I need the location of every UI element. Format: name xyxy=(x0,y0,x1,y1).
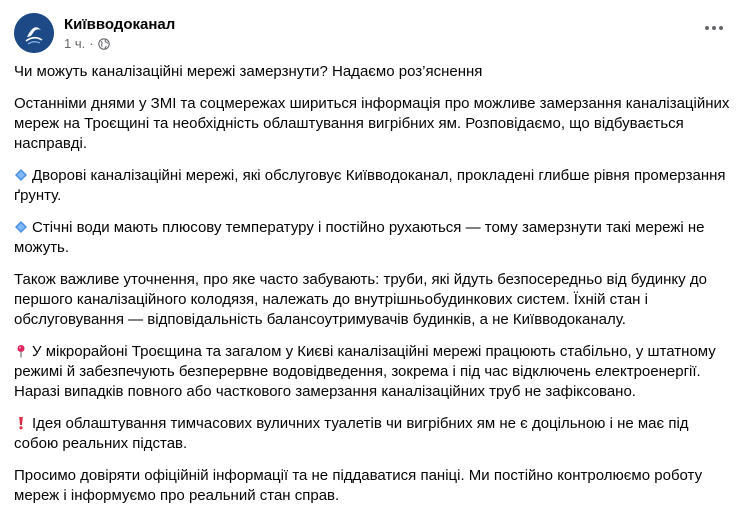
blue-diamond-icon xyxy=(14,168,28,182)
post-meta xyxy=(64,35,175,52)
paragraph-text: Стічні води мають плюсову температуру і постійно рухаються — тому замерзнути такі мережі не можуть. xyxy=(14,219,705,256)
globe-icon[interactable] xyxy=(98,37,110,49)
red-exclamation-icon xyxy=(14,416,28,430)
kyivvodokanal-logo-icon xyxy=(14,13,54,53)
post-paragraph xyxy=(14,270,732,330)
paragraph-text: Ідея облаштування тимчасових вуличних туалетів чи вигрібних ям не є доцільною і не має під собою реальних підстав. xyxy=(14,415,689,452)
post-paragraph xyxy=(14,466,732,506)
post-paragraph xyxy=(14,342,732,402)
post-time[interactable]: 1 ч. xyxy=(64,35,86,51)
post-paragraph xyxy=(14,62,732,82)
more-options-button[interactable] xyxy=(702,20,726,36)
post-paragraph xyxy=(14,94,732,154)
paragraph-text: Чи можуть каналізаційні мережі замерзнути? Надаємо роз’яснення xyxy=(14,63,483,80)
post-paragraph xyxy=(14,218,732,258)
paragraph-text: Також важливе уточнення, про яке часто забувають: труби, які йдуть безпосередньо від будинку до першого каналізаційного колодязя, належать до внутрішньобудинкових систем. Їхній стан і обслуговування — відповідальність балансоутримувачів будинків, а не Київводоканалу. xyxy=(14,271,707,328)
paragraph-text: Останніми днями у ЗМІ та соцмережах шириться інформація про можливе замерзання каналізаційних мереж на Троєщині та необхідність облаштування вигрібних ям. Розповідаємо, що відбувається насправді. xyxy=(14,95,730,152)
round-pushpin-icon xyxy=(14,344,28,358)
post-paragraph xyxy=(14,414,732,454)
paragraph-text: У мікрорайоні Троєщина та загалом у Києві каналізаційні мережі працюють стабільно, у штатному режимі й забезпечують безперервне водовідведення, зокрема і під час відключень електроенергії. Наразі випадків повного або часткового замерзання каналізаційних труб не зафіксовано. xyxy=(14,343,716,400)
post-header xyxy=(14,12,175,54)
paragraph-text: Дворові каналізаційні мережі, які обслуговує Київводоканал, прокладені глибше рівня промерзання ґрунту. xyxy=(14,167,726,204)
post-paragraph xyxy=(14,166,732,206)
paragraph-text: Просимо довіряти офіційній інформації та не піддаватися паніці. Ми постійно контролюємо роботу мереж і інформуємо про реальний стан справ. xyxy=(14,467,703,504)
meta-separator: · xyxy=(89,35,94,51)
more-horizontal-icon xyxy=(704,25,724,31)
post-body xyxy=(14,62,732,518)
blue-diamond-icon xyxy=(14,220,28,234)
author-block xyxy=(64,15,175,52)
avatar[interactable] xyxy=(14,13,54,53)
author-name[interactable]: Київводоканал xyxy=(64,15,176,33)
